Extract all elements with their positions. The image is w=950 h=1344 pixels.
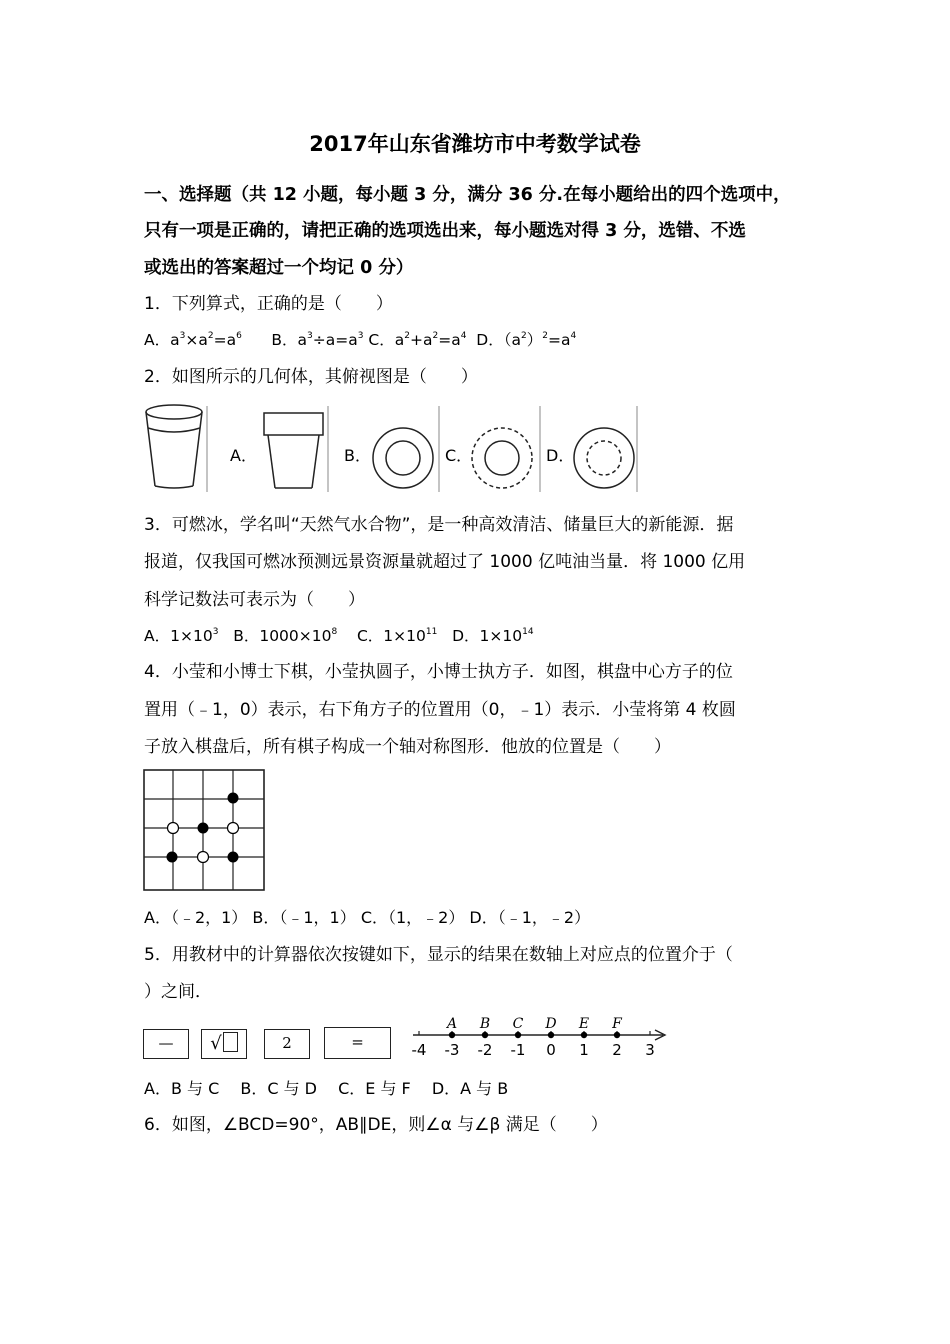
q2-solid-cup [146,405,202,488]
axis-point-label: B [479,1016,491,1032]
q1-stem: 1．下列算式，正确的是（ ） [144,294,393,314]
q3-option-b: B．$1000\times 10^8$ [233,627,338,645]
q2-option-a-figure [264,413,323,488]
page-title: 2017年山东省潍坊市中考数学试卷 [309,132,641,156]
white-stone [198,852,209,863]
q5-number-line [405,1010,675,1060]
black-stone [198,823,209,834]
q4-go-board [143,769,265,891]
q1-option-c: C．$a^2+a^2=a^4$ [368,331,467,349]
axis-point [614,1032,620,1038]
axis-point [548,1032,554,1038]
q3-line-3: 科学记数法可表示为（ ） [144,590,365,610]
q3-options [144,625,534,647]
q3-option-a: A．$1\times 10^3$ [144,627,219,645]
q3-line-1: 3．可燃冰，学名叫“天然气水合物”，是一种高效清洁、储量巨大的新能源．据 [144,515,734,535]
q5-options: A．B 与 C B．C 与 D C．E 与 F D．A 与 B [144,1079,509,1098]
axis-tick-label: -4 [411,1041,427,1059]
axis-point-label: C [512,1016,524,1032]
q4-line-3: 子放入棋盘后，所有棋子构成一个轴对称图形．他放的位置是（ ） [144,737,671,757]
q1-options [144,329,576,351]
q2-option-b-figure [373,428,433,488]
axis-point [449,1032,455,1038]
axis-tick-label: -1 [510,1041,526,1059]
q3-option-c: C．$1\times 10^{11}$ [356,627,438,645]
section-heading-line-2: 只有一项是正确的，请把正确的选项选出来，每小题选对得 3 分，选错、不选 [144,221,746,241]
q4-line-2: 置用（﹣1，0）表示，右下角方子的位置用（0，﹣1）表示．小莹将第 4 枚圆 [144,700,736,720]
calculator-key-minus: — [143,1029,189,1059]
axis-point [515,1032,521,1038]
black-stone [228,852,239,863]
axis-tick-label: 1 [579,1041,589,1059]
q5-line-2: ）之间． [144,982,212,1002]
q2-option-b-label: B． [344,446,371,465]
axis-point-label: F [612,1016,622,1032]
q2-option-d-figure [574,428,634,488]
black-stone [228,793,239,804]
q1-option-a: A．$a^3\times a^2=a^6$ [144,331,242,349]
q3-line-2: 报道，仅我国可燃冰预测远景资源量就超过了 1000 亿吨油当量．将 1000 亿用 [144,552,746,572]
q4-line-1: 4．小莹和小博士下棋，小莹执圆子，小博士执方子．如图，棋盘中心方子的位 [144,662,733,682]
axis-tick-label: 2 [612,1041,622,1059]
axis-tick-label: -2 [477,1041,493,1059]
axis-tick-label: 3 [645,1041,655,1059]
q2-option-a-label: A． [230,446,257,465]
axis-point-label: E [578,1016,590,1032]
black-stone [167,852,178,863]
axis-point [482,1032,488,1038]
q2-option-c-label: C． [445,446,473,465]
q2-stem: 2．如图所示的几何体，其俯视图是（ ） [144,367,478,387]
white-stone [168,823,179,834]
axis-point [581,1032,587,1038]
axis-tick-label: -3 [444,1041,460,1059]
q2-option-d-label: D． [546,446,575,465]
q6-stem: 6．如图，∠BCD=90°，AB∥DE，则∠α 与∠β 满足（ ） [144,1115,608,1135]
axis-point-label: D [545,1016,557,1032]
section-heading-line-3: 或选出的答案超过一个均记 0 分） [144,258,414,278]
q5-line-1: 5．用教材中的计算器依次按键如下，显示的结果在数轴上对应点的位置介于（ [144,945,733,965]
calculator-key-2: 2 [264,1029,310,1059]
q4-options: A．（﹣2，1） B．（﹣1，1） C．（1，﹣2） D．（﹣1，﹣2） [144,908,591,927]
q3-option-d: D．$1\times 10^{14}$ [452,627,534,645]
calculator-key-equals: = [324,1027,391,1059]
q1-option-b: B．$a^3\div a=a^3$ [271,331,364,349]
axis-tick-label: 0 [546,1041,556,1059]
section-heading-line-1: 一、选择题（共 12 小题，每小题 3 分，满分 36 分.在每小题给出的四个选项中， [144,185,791,205]
calculator-key-sqrt [201,1029,247,1059]
axis-point-label: A [446,1016,458,1032]
q2-option-c-figure [472,428,532,488]
white-stone [228,823,239,834]
q1-option-d: D．$(a^2)^2=a^4$ [476,331,577,349]
sqrt-icon: √ [210,1033,222,1054]
